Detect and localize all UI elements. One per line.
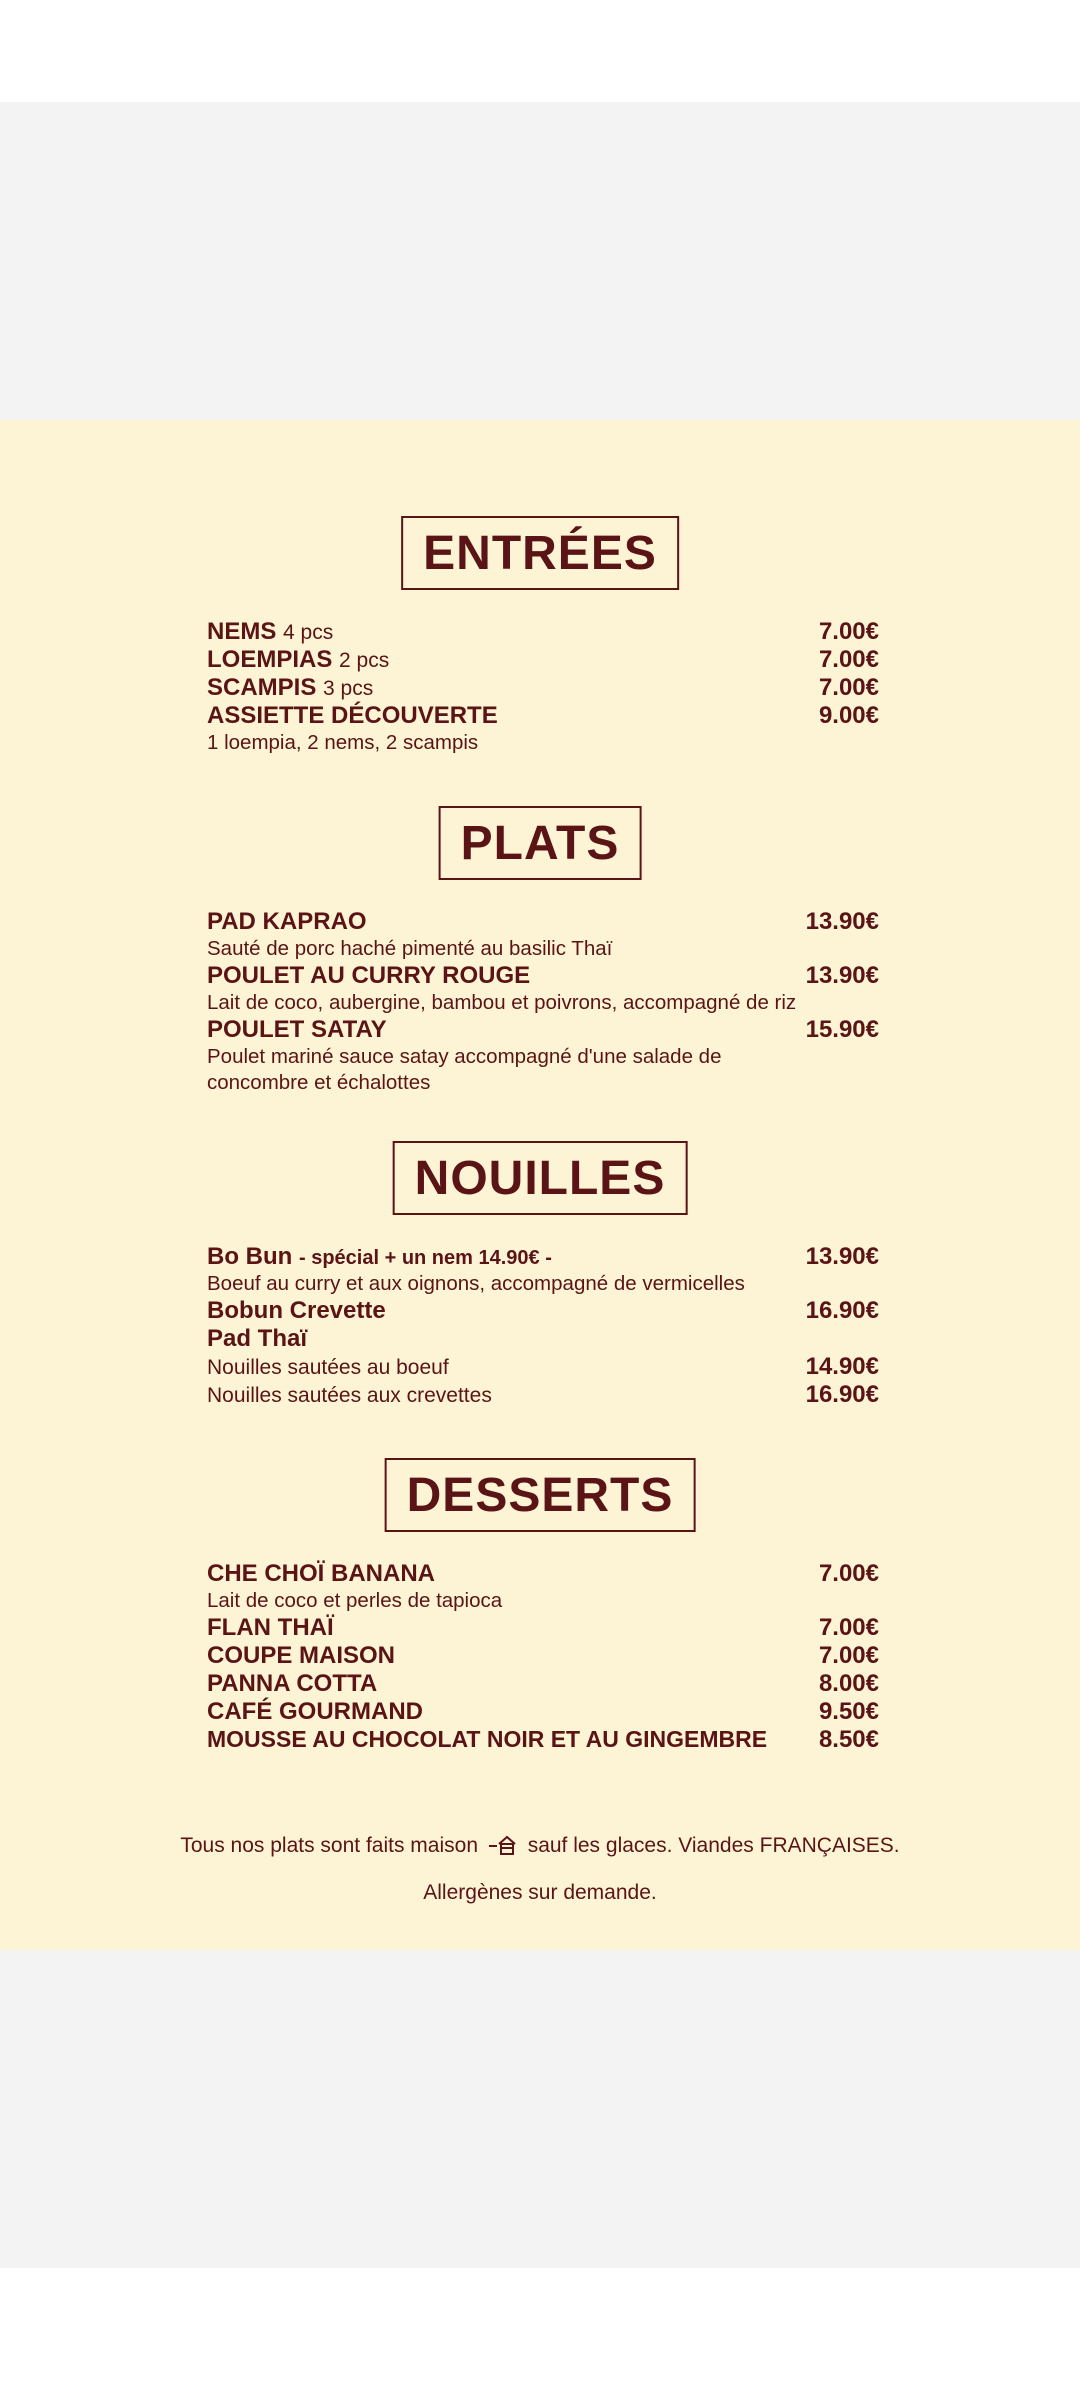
section-title-nouilles: NOUILLES [393,1141,688,1215]
item-name: FLAN THAÏ [207,1614,334,1641]
menu-item-nouilles-crevettes [207,1381,879,1409]
item-description: Poulet mariné sauce satay accompagné d'une salade de concombre et échalottes [207,1045,722,1094]
item-price: 13.90€ [805,962,879,989]
item-name: SCAMPIS [207,674,317,701]
nouilles-list [207,1243,879,1409]
item-name: COUPE MAISON [207,1642,396,1669]
section-title-desserts: DESSERTS [385,1458,696,1532]
footer-text-after: sauf les glaces. Viandes FRANÇAISES. [527,1834,900,1857]
menu-item-nems [207,618,879,646]
footer-homemade-note [0,1834,1080,1862]
menu-item-scampis [207,674,879,702]
item-name: POULET AU CURRY ROUGE [207,962,531,989]
item-qty: 3 pcs [323,677,374,700]
item-price: 16.90€ [805,1381,879,1408]
item-name: Pad Thaï [207,1325,308,1352]
menu-item-bobun-crevette [207,1297,879,1325]
item-name: MOUSSE AU CHOCOLAT NOIR ET AU GINGEMBRE [207,1726,768,1752]
item-description: Sauté de porc haché pimenté au basilic Thaï [207,937,613,960]
item-name: PAD KAPRAO [207,908,367,935]
menu-item-pad-kaprao [207,908,879,936]
item-name: NEMS [207,618,277,645]
item-price: 15.90€ [805,1016,879,1043]
menu-item-loempias [207,646,879,674]
item-price: 7.00€ [818,674,879,701]
menu-item-bo-bun [207,1243,879,1271]
section-title-plats: PLATS [439,806,642,880]
item-price: 7.00€ [818,1560,879,1587]
footer-allergens-note: Allergènes sur demande. [423,1881,657,1904]
item-price: 14.90€ [805,1353,879,1380]
item-name: LOEMPIAS [207,646,333,673]
item-name: Bo Bun [207,1243,293,1270]
item-name: CAFÉ GOURMAND [207,1698,423,1725]
section-title-entrees: ENTRÉES [401,516,679,590]
menu-item-assiette-decouverte [207,702,879,730]
menu-item-pad-thai [207,1325,879,1353]
item-description: Lait de coco et perles de tapioca [207,1589,503,1612]
menu-item-nouilles-boeuf [207,1353,879,1381]
plats-list [207,908,879,1096]
menu-item-cafe-gourmand [207,1698,879,1726]
item-price: 7.00€ [818,618,879,645]
item-price: 7.00€ [818,1642,879,1669]
item-price: 8.50€ [818,1726,879,1753]
item-variant: Nouilles sautées au boeuf [207,1356,449,1379]
item-description: Lait de coco, aubergine, bambou et poivrons, accompagné de riz [207,991,797,1014]
item-price: 9.50€ [818,1698,879,1725]
item-name: PANNA COTTA [207,1670,378,1697]
entrees-list [207,618,879,756]
menu-item-poulet-curry-rouge [207,962,879,990]
item-name: POULET SATAY [207,1016,387,1043]
menu-item-che-choi-banana [207,1560,879,1588]
item-name: ASSIETTE DÉCOUVERTE [207,702,498,729]
menu-item-flan-thai [207,1614,879,1642]
item-variant: Nouilles sautées aux crevettes [207,1384,492,1407]
menu-item-poulet-satay [207,1016,879,1044]
item-price: 13.90€ [805,908,879,935]
desserts-list [207,1560,879,1754]
item-name: Bobun Crevette [207,1297,386,1324]
item-qty: 2 pcs [339,649,390,672]
bottom-grey-band [0,1950,1080,2268]
item-price: 13.90€ [805,1243,879,1270]
house-icon [488,1834,518,1862]
item-qty: 4 pcs [283,621,334,644]
item-description: Boeuf au curry et aux oignons, accompagné de vermicelles [207,1272,745,1295]
item-price: 8.00€ [818,1670,879,1697]
item-price: 7.00€ [818,1614,879,1641]
menu-item-panna-cotta [207,1670,879,1698]
item-description: 1 loempia, 2 nems, 2 scampis [207,731,479,754]
top-grey-band [0,102,1080,420]
item-price: 9.00€ [818,702,879,729]
item-price: 7.00€ [818,646,879,673]
menu-item-coupe-maison [207,1642,879,1670]
item-price: 16.90€ [805,1297,879,1324]
item-name: CHE CHOÏ BANANA [207,1560,435,1587]
item-special-note: - spécial + un nem 14.90€ - [298,1247,552,1269]
menu-item-mousse-chocolat [207,1726,879,1754]
footer-text-before: Tous nos plats sont faits maison [180,1834,478,1857]
